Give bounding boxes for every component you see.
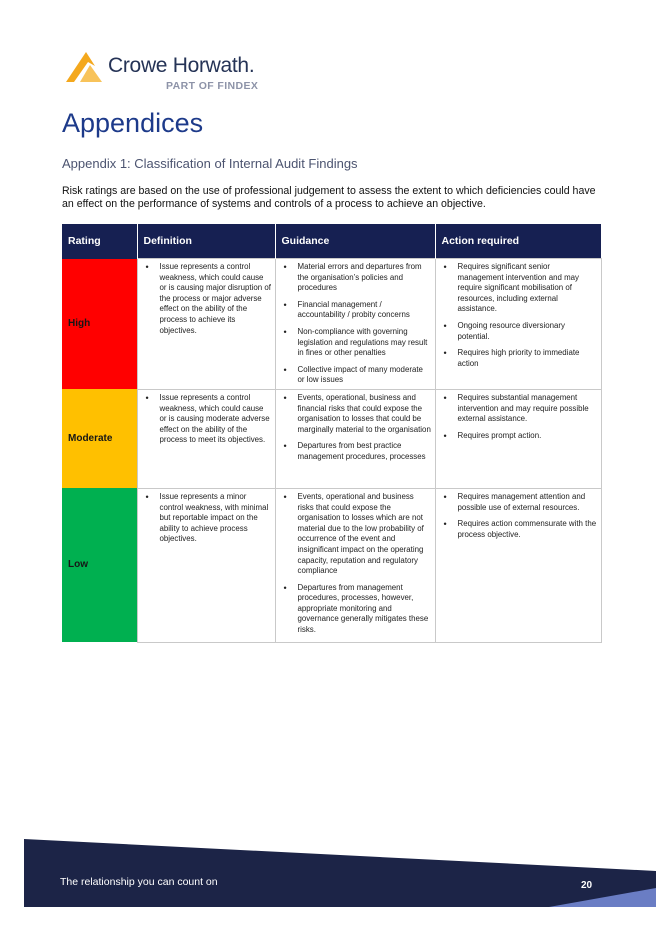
table-row-low bbox=[62, 488, 601, 642]
risk-classification-table bbox=[62, 224, 602, 643]
page-footer bbox=[24, 839, 656, 907]
footer-band bbox=[24, 839, 656, 907]
list-item: • Requires prompt action. bbox=[438, 431, 598, 442]
definition-cell bbox=[137, 389, 275, 488]
list-item: • Non-compliance with governing legislation and regulations may result in fines or other penalties bbox=[278, 327, 432, 359]
page-number: 20 bbox=[581, 880, 593, 891]
list-item: • Ongoing resource diversionary potential. bbox=[438, 321, 598, 342]
list-item: • Events, operational and business risks that could expose the organisation to losses which are not material due to the low probability of occurrence of the event and insignificant impact on the operating capacity, reputation and regulatory compliance bbox=[278, 492, 432, 577]
rating-cell-low: Low bbox=[62, 488, 137, 642]
rating-cell-moderate: Moderate bbox=[62, 389, 137, 488]
company-logo bbox=[66, 50, 266, 96]
footer-tagline: The relationship you can count on bbox=[60, 876, 218, 888]
list-item: • Requires action commensurate with the process objective. bbox=[438, 519, 598, 540]
list-item: • Issue represents a control weakness, which could cause or is causing major disruption of the process or major adverse effect on the ability of the process to achieve its objectives. bbox=[140, 262, 272, 336]
guidance-cell bbox=[275, 259, 435, 390]
action-cell bbox=[435, 389, 601, 488]
list-item: • Collective impact of many moderate or low issues bbox=[278, 365, 432, 386]
list-item: • Issue represents a minor control weakness, with minimal but reportable impact on the ability to achieve process objectives. bbox=[140, 492, 272, 545]
header-definition: Definition bbox=[137, 224, 275, 259]
list-item: • Departures from management procedures, processes, however, appropriate monitoring and governance generally mitigates these risks. bbox=[278, 583, 432, 636]
list-item: • Events, operational, business and financial risks that could expose the organisation to losses that could be marginally material to the organisation bbox=[278, 393, 432, 435]
list-item: • Requires significant senior management intervention and may require significant mobilisation of resources, including external assistance. bbox=[438, 262, 598, 315]
guidance-cell bbox=[275, 389, 435, 488]
definition-cell bbox=[137, 259, 275, 390]
table-header-row bbox=[62, 224, 601, 259]
table-row-high bbox=[62, 259, 601, 390]
action-cell bbox=[435, 259, 601, 390]
header-rating: Rating bbox=[62, 224, 137, 259]
guidance-cell bbox=[275, 488, 435, 642]
intro-paragraph: Risk ratings are based on the use of professional judgement to assess the extent to which deficiencies could have an effect on the performance of systems and controls of a process to achieve an objective. bbox=[62, 185, 596, 210]
list-item: • Material errors and departures from the organisation’s policies and procedures bbox=[278, 262, 432, 294]
list-item: • Departures from best practice management procedures, processes bbox=[278, 441, 432, 462]
header-action-required: Action required bbox=[435, 224, 601, 259]
page-title: Appendices bbox=[62, 108, 204, 138]
list-item: • Requires substantial management intervention and may require possible external assistance. bbox=[438, 393, 598, 425]
list-item: • Requires management attention and possible use of external resources. bbox=[438, 492, 598, 513]
list-item: • Requires high priority to immediate action bbox=[438, 348, 598, 369]
list-item: • Financial management / accountability / probity concerns bbox=[278, 300, 432, 321]
header-guidance: Guidance bbox=[275, 224, 435, 259]
list-item: • Issue represents a control weakness, which could cause or is causing moderate adverse effect on the ability of the process to meet its objectives. bbox=[140, 393, 272, 446]
crowe-peak-icon bbox=[66, 52, 106, 84]
action-cell bbox=[435, 488, 601, 642]
definition-cell bbox=[137, 488, 275, 642]
logo-subtitle: PART OF FINDEX bbox=[166, 80, 259, 92]
section-subtitle: Appendix 1: Classification of Internal Audit Findings bbox=[62, 156, 358, 171]
logo-name: Crowe Horwath. bbox=[108, 54, 255, 77]
rating-cell-high: High bbox=[62, 259, 137, 390]
table-row-moderate bbox=[62, 389, 601, 488]
